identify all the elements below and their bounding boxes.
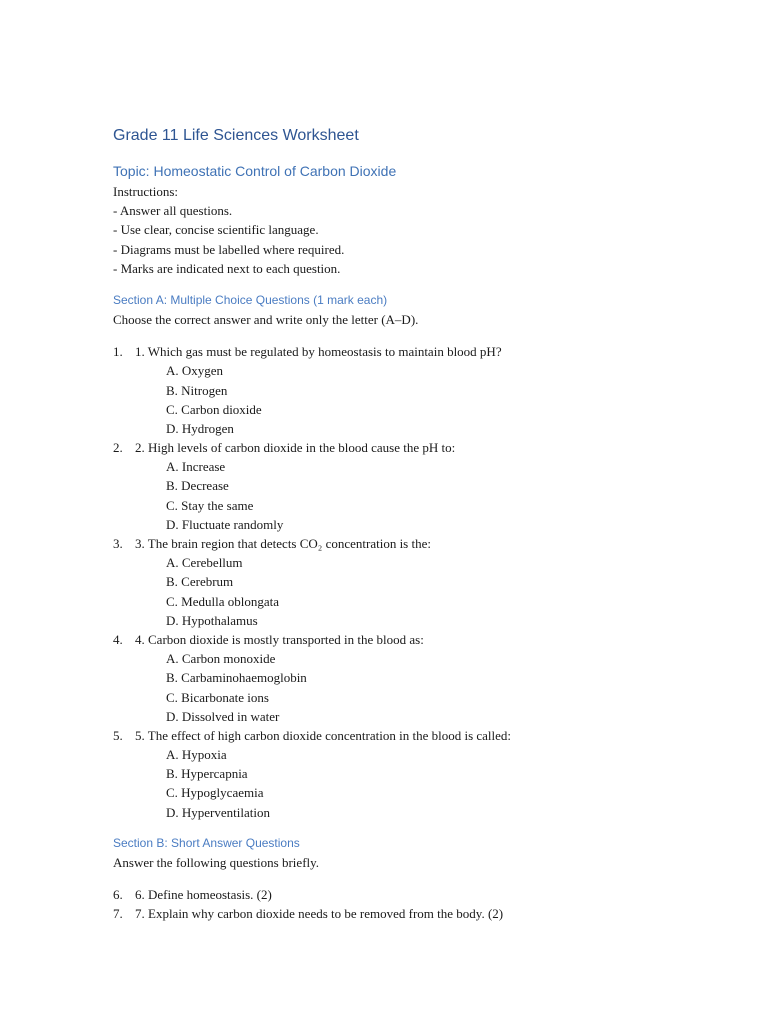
question-number: 3.	[113, 536, 123, 551]
answer-option: D. Hydrogen	[166, 420, 234, 436]
question-number: 4.	[113, 631, 123, 647]
question-text: 7. Explain why carbon dioxide needs to be removed from the body. (2)	[135, 906, 504, 922]
worksheet-title: Grade 11 Life Sciences Worksheet	[113, 127, 359, 144]
question-number: 5.	[113, 727, 123, 743]
answer-option: A. Hypoxia	[166, 747, 227, 763]
question-item	[113, 630, 713, 726]
answer-option: D. Fluctuate randomly	[166, 516, 284, 532]
instruction-item: - Answer all questions.	[113, 203, 233, 219]
instruction-item: - Diagrams must be labelled where required.	[113, 241, 345, 257]
question-item	[113, 438, 713, 534]
section-a-heading: Section A: Multiple Choice Questions (1 mark each)	[113, 292, 388, 307]
worksheet-page	[113, 124, 713, 923]
answer-option: C. Bicarbonate ions	[166, 689, 269, 705]
question-text: 1. Which gas must be regulated by homeostasis to maintain blood pH?	[135, 344, 502, 360]
answer-option: B. Nitrogen	[166, 382, 228, 398]
answer-option: B. Hypercapnia	[166, 766, 248, 782]
answer-option: A. Carbon monoxide	[166, 651, 276, 667]
answer-option: D. Hypothalamus	[166, 612, 258, 628]
instructions-block	[113, 182, 713, 278]
section-b-questions	[113, 885, 713, 923]
question-text: 2. High levels of carbon dioxide in the blood cause the pH to:	[135, 440, 456, 456]
section-a-intro: Choose the correct answer and write only the letter (A–D).	[113, 311, 419, 327]
answer-option: B. Carbaminohaemoglobin	[166, 670, 307, 686]
instruction-item: - Use clear, concise scientific language.	[113, 222, 319, 238]
instruction-item: - Marks are indicated next to each question.	[113, 260, 341, 276]
question-number: 6.	[113, 887, 123, 902]
question-text: 5. The effect of high carbon dioxide concentration in the blood is called:	[135, 727, 512, 743]
answer-option: B. Cerebrum	[166, 574, 234, 590]
question-item	[113, 726, 713, 822]
question-item	[113, 904, 713, 923]
instructions-heading: Instructions:	[113, 184, 178, 199]
question-item	[113, 885, 713, 904]
answer-option: C. Medulla oblongata	[166, 593, 280, 609]
spacer	[113, 872, 713, 885]
answer-option: C. Stay the same	[166, 497, 254, 513]
question-number: 1.	[113, 344, 123, 360]
section-a-questions	[113, 342, 713, 822]
answer-option: B. Decrease	[166, 478, 229, 494]
worksheet-topic: Topic: Homeostatic Control of Carbon Dioxide	[113, 163, 397, 179]
answer-option: A. Oxygen	[166, 363, 224, 379]
question-text: 4. Carbon dioxide is mostly transported in the blood as:	[135, 631, 424, 647]
question-number: 7.	[113, 906, 123, 922]
question-text: 6. Define homeostasis. (2)	[135, 887, 272, 902]
section-b-intro: Answer the following questions briefly.	[113, 854, 320, 870]
question-text: 3. The brain region that detects CO₂ concentration is the:	[135, 536, 431, 551]
answer-option: D. Dissolved in water	[166, 708, 280, 724]
question-number: 2.	[113, 440, 123, 456]
section-b-heading: Section B: Short Answer Questions	[113, 835, 300, 850]
answer-option: A. Increase	[166, 459, 226, 475]
answer-option: C. Carbon dioxide	[166, 401, 262, 417]
question-item	[113, 342, 713, 438]
answer-option: C. Hypoglycaemia	[166, 785, 264, 801]
spacer	[113, 329, 713, 342]
answer-option: D. Hyperventilation	[166, 804, 270, 820]
question-item	[113, 534, 713, 630]
answer-option: A. Cerebellum	[166, 555, 243, 571]
